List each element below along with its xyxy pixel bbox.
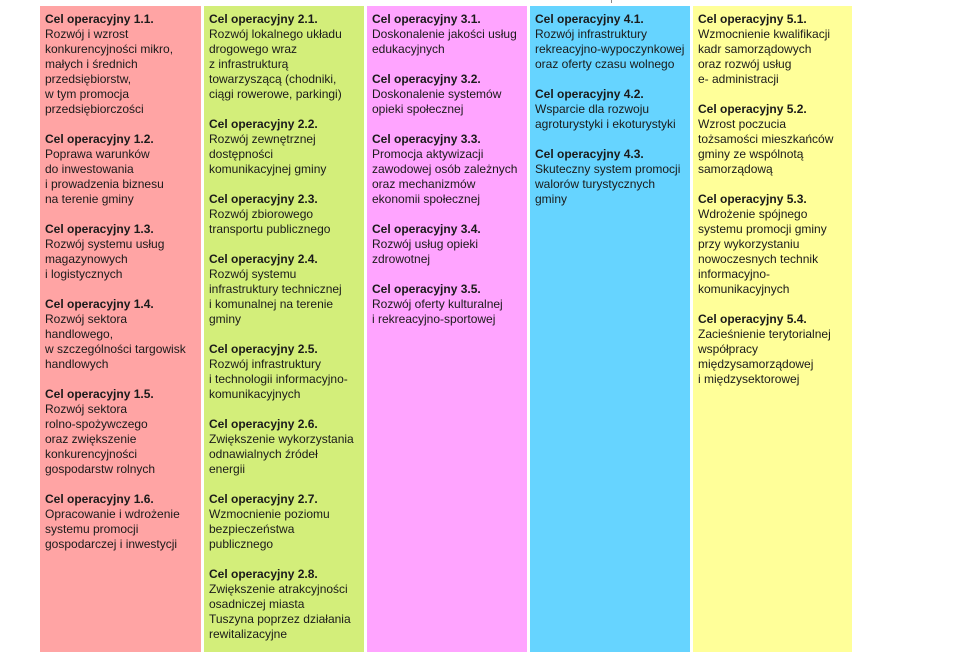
operational-goal-5-1 <box>698 12 847 87</box>
goal-description: Zwiększenie wykorzystania odnawialnych źródeł energii <box>209 432 354 476</box>
goal-description: Rozwój systemu infrastruktury technicznej i komunalnej na terenie gminy <box>209 267 342 326</box>
goal-title: Cel operacyjny 2.6. <box>209 417 318 431</box>
goal-column-2 <box>204 6 364 652</box>
operational-goal-2-5 <box>209 342 359 402</box>
goal-title: Cel operacyjny 5.1. <box>698 12 807 26</box>
operational-goal-2-8 <box>209 567 359 642</box>
operational-goal-1-5 <box>45 387 196 477</box>
operational-goal-5-3 <box>698 192 847 297</box>
goal-title: Cel operacyjny 1.3. <box>45 222 154 236</box>
goal-title: Cel operacyjny 1.5. <box>45 387 154 401</box>
goal-title: Cel operacyjny 4.2. <box>535 87 644 101</box>
goal-description: Doskonalenie systemów opieki społecznej <box>372 87 502 116</box>
goal-title: Cel operacyjny 1.2. <box>45 132 154 146</box>
goal-description: Rozwój zewnętrznej dostępności komunikacyjnej gminy <box>209 132 327 176</box>
goal-description: Rozwój sektora handlowego, w szczególności targowisk handlowych <box>45 312 186 371</box>
goal-description: Opracowanie i wdrożenie systemu promocji gospodarczej i inwestycji <box>45 507 180 551</box>
goal-title: Cel operacyjny 2.2. <box>209 117 318 131</box>
goal-title: Cel operacyjny 2.3. <box>209 192 318 206</box>
connector-tick <box>611 0 612 3</box>
operational-goal-1-3 <box>45 222 196 282</box>
operational-goal-1-4 <box>45 297 196 372</box>
operational-goal-4-1 <box>535 12 685 72</box>
goal-title: Cel operacyjny 2.5. <box>209 342 318 356</box>
operational-goal-1-1 <box>45 12 196 117</box>
goal-description: Rozwój lokalnego układu drogowego wraz z infrastrukturą towarzyszącą (chodniki, ciągi rowerowe, parkingi) <box>209 27 342 101</box>
goal-description: Zwiększenie atrakcyjności osadniczej miasta Tuszyna poprzez działania rewitalizacyjne <box>209 582 351 641</box>
operational-goal-2-4 <box>209 252 359 327</box>
operational-goal-4-2 <box>535 87 685 132</box>
operational-goal-2-2 <box>209 117 359 177</box>
operational-goal-2-1 <box>209 12 359 102</box>
operational-goal-5-2 <box>698 102 847 177</box>
goal-description: Rozwój i wzrost konkurencyjności mikro, małych i średnich przedsiębiorstw, w tym promocja przedsiębiorczości <box>45 27 174 116</box>
goal-description: Rozwój systemu usług magazynowych i logistycznych <box>45 237 165 281</box>
operational-goal-2-3 <box>209 192 359 237</box>
operational-goal-3-4 <box>372 222 522 267</box>
goal-title: Cel operacyjny 1.4. <box>45 297 154 311</box>
goal-column-4 <box>530 6 690 652</box>
operational-goal-2-6 <box>209 417 359 477</box>
goal-title: Cel operacyjny 2.1. <box>209 12 318 26</box>
operational-goal-3-5 <box>372 282 522 327</box>
goal-column-5 <box>693 6 852 652</box>
operational-goal-3-3 <box>372 132 522 207</box>
goal-description: Zacieśnienie terytorialnej współpracy międzysamorządowej i międzysektorowej <box>698 327 831 386</box>
goal-description: Wzrost poczucia tożsamości mieszkańców gminy ze wspólnotą samorządową <box>698 117 834 176</box>
goal-description: Rozwój infrastruktury rekreacyjno-wypoczynkowej oraz oferty czasu wolnego <box>535 27 685 71</box>
goal-title: Cel operacyjny 2.7. <box>209 492 318 506</box>
operational-goal-1-6 <box>45 492 196 552</box>
operational-goal-4-3 <box>535 147 685 207</box>
goal-description: Wzmocnienie poziomu bezpieczeństwa publicznego <box>209 507 330 551</box>
goal-title: Cel operacyjny 3.2. <box>372 72 481 86</box>
goal-title: Cel operacyjny 4.1. <box>535 12 644 26</box>
operational-goal-1-2 <box>45 132 196 207</box>
goal-description: Promocja aktywizacji zawodowej osób zależnych oraz mechanizmów ekonomii społecznej <box>372 147 518 206</box>
goal-description: Rozwój sektora rolno-spożywczego oraz zwiększenie konkurencyjności gospodarstw rolnych <box>45 402 156 476</box>
goal-description: Poprawa warunków do inwestowania i prowadzenia biznesu na terenie gminy <box>45 147 164 206</box>
goal-title: Cel operacyjny 1.6. <box>45 492 154 506</box>
goal-title: Cel operacyjny 3.4. <box>372 222 481 236</box>
goal-title: Cel operacyjny 5.2. <box>698 102 807 116</box>
goal-description: Rozwój usług opieki zdrowotnej <box>372 237 479 266</box>
goal-title: Cel operacyjny 5.4. <box>698 312 807 326</box>
goal-description: Skuteczny system promocji walorów turystycznych gminy <box>535 162 681 206</box>
goal-title: Cel operacyjny 3.1. <box>372 12 481 26</box>
operational-goal-5-4 <box>698 312 847 387</box>
goal-description: Wzmocnienie kwalifikacji kadr samorządowych oraz rozwój usług e- administracji <box>698 27 831 86</box>
goal-title: Cel operacyjny 2.4. <box>209 252 318 266</box>
goal-description: Rozwój oferty kulturalnej i rekreacyjno-sportowej <box>372 297 503 326</box>
goal-title: Cel operacyjny 2.8. <box>209 567 318 581</box>
goal-title: Cel operacyjny 3.5. <box>372 282 481 296</box>
goal-column-1 <box>40 6 201 652</box>
goal-title: Cel operacyjny 4.3. <box>535 147 644 161</box>
operational-goal-3-2 <box>372 72 522 117</box>
goal-title: Cel operacyjny 1.1. <box>45 12 154 26</box>
goal-description: Doskonalenie jakości usług edukacyjnych <box>372 27 517 56</box>
operational-goal-3-1 <box>372 12 522 57</box>
goal-description: Rozwój zbiorowego transportu publicznego <box>209 207 331 236</box>
goal-column-3 <box>367 6 527 652</box>
goal-description: Wdrożenie spójnego systemu promocji gminy przy wykorzystaniu nowoczesnych technik informacyjno- komunikacyjnych <box>698 207 827 296</box>
goal-title: Cel operacyjny 3.3. <box>372 132 481 146</box>
goal-description: Rozwój infrastruktury i technologii informacyjno- komunikacyjnych <box>209 357 348 401</box>
goal-title: Cel operacyjny 5.3. <box>698 192 807 206</box>
goal-description: Wsparcie dla rozwoju agroturystyki i ekoturystyki <box>535 102 676 131</box>
operational-goal-2-7 <box>209 492 359 552</box>
